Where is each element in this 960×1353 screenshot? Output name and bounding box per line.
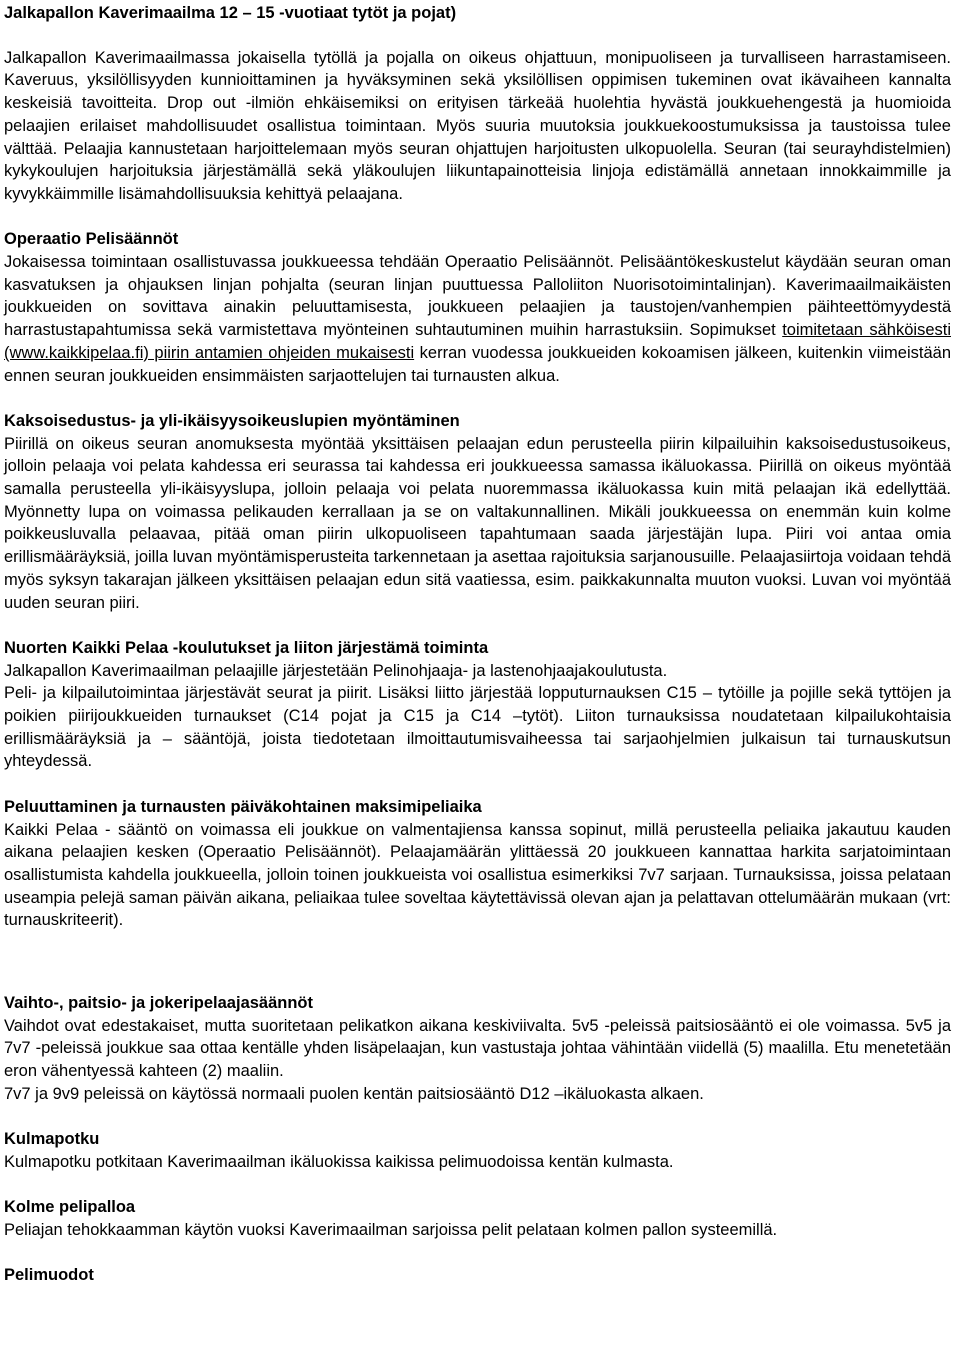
section-heading-kolme-pelipalloa: Kolme pelipalloa	[4, 1198, 136, 1217]
operaatio-text-before: Jokaisessa toimintaan osallistuvassa joukkueessa tehdään Operaatio Pelisäännöt. Pelisääntökeskustelut käydään seuran oman kasvatuksen ja ohjauksen linjan pohjalta (seuran linjan puuttuessa Palloliiton Nuorisotoimintalinjan). Kaverimaailmaikäisten joukkueiden on sovittava ainakin peluuttamisesta, joukkueen pelaajien ja taustojen/vanhempien päihteettömyydestä harrastustapahtumissa sekä varmistettava myönteinen suhtautuminen muihin harrastuksiin. Sopimukset	[4, 253, 951, 340]
intro-paragraph: Jalkapallon Kaverimaailmassa jokaisella tytöllä ja pojalla on oikeus ohjattuun, monipuoliseen ja turvalliseen harrastamiseen. Kaveruus, yksilöllisyyden kunnioittaminen ja hyväksyminen sekä yksilöllisen oppimisen tukeminen ovat ikävaiheen kannalta keskeisiä tavoitteita. Drop out -ilmiön ehkäisemiksi on erityisen tärkeää huolehtia hyvästä joukkuehengestä ja huomioida pelaajien erilaiset mahdollisuudet osallistua toimintaan. Myös suuria muutoksia joukkuekoostumuksissa ja taustoissa tulee välttää. Pelaajia kannustetaan harjoittelemaan myös seuran ohjattujen harjoitusten ulkopuolella. Seuran (tai seurayhdistelmien) kykykoulujen harjoituksia järjestämällä sekä yläkoulujen liikuntapainotteisia linjoja edistämällä annetaan innokkaimmille ja kyvykkäimmille lisämahdollisuuksia kehittyä pelaajana.	[4, 48, 951, 203]
koulutukset-paragraph: Peli- ja kilpailutoimintaa järjestävät seurat ja piirit. Lisäksi liitto järjestää lopputurnauksen C15 – tytöille ja pojille sekä tyttöjen ja poikien piirijoukkueiden turnaukset (C14 pojat ja C15 ja C14 –tytöt). Liiton turnauksissa noudatetaan kilpailukohtaisia erillismääräyksiä ja – sääntöjä, joista tiedotetaan ilmoittautumisvaiheessa tai sarjaohjelmien julkaisun tai turnauskutsun yhteydessä.	[4, 684, 951, 771]
spacer	[4, 387, 951, 410]
section-heading-pelimuodot: Pelimuodot	[4, 1266, 94, 1285]
section-heading-vaihto: Vaihto-, paitsio- ja jokeripelaajasäännöt	[4, 994, 314, 1013]
submission-link[interactable]: toimitetaan sähköisesti (www.kaikkipelaa.fi) piirin antamien ohjeiden mukaisesti	[4, 321, 951, 362]
kulmapotku-paragraph: Kulmapotku potkitaan Kaverimaailman ikäluokissa kaikissa pelimuodoissa kentän kulmasta.	[4, 1152, 674, 1171]
section-heading-koulutukset: Nuorten Kaikki Pelaa -koulutukset ja liiton järjestämä toiminta	[4, 638, 489, 657]
peluuttaminen-paragraph: Kaikki Pelaa - sääntö on voimassa eli joukkue on valmentajiensa kanssa sopinut, millä perusteella peliaika jakautuu kauden aikana pelaajien kesken (Operaatio Pelisäännöt). Pelaajamäärän ylittäessä 20 joukkueen kannattaa harkita sarjatoimintaan osallistumista kahdella joukkueella, jolloin toinen joukkueista voi osallistua esimerkiksi 7v7 sarjaan. Turnauksissa, joissa pelataan useampia pelejä saman päivän aikana, peliaikaa tulee soveltaa käytettävissä olevan ajan ja pelattavan ottelumäärän mukaan (vrt: turnauskriteerit).	[4, 820, 951, 930]
spacer	[4, 206, 951, 229]
section-kolme-pelipalloa	[4, 1196, 951, 1241]
spacer	[4, 1242, 951, 1265]
section-operaatio	[4, 228, 951, 387]
operaatio-text-after: kerran vuodessa joukkueiden kokoamisen jälkeen, kuitenkin viimeistään ennen seuran joukkueiden ensimmäisten sarjaottelujen tai turnausten alkua.	[4, 343, 951, 385]
spacer	[4, 24, 951, 47]
section-heading-operaatio: Operaatio Pelisäännöt	[4, 230, 179, 249]
section-pelimuodot	[4, 1264, 951, 1287]
section-kulmapotku	[4, 1128, 951, 1173]
spacer	[4, 1174, 951, 1197]
section-vaihto	[4, 992, 951, 1106]
vaihto-paragraph: Vaihdot ovat edestakaiset, mutta suoritetaan pelikatkon aikana keskiviivalta. 5v5 -peleissä paitsiosääntö ei ole voimassa. 5v5 ja 7v7 -peleissä joukkue saa ottaa kentälle yhden lisäpelaajan, kun vastustaja johtaa vähintään viidellä (5) maalilla. Etu menetetään eron vähentyessä kahteen (2) maaliin.	[4, 1016, 951, 1081]
section-heading-kaksoisedustus: Kaksoisedustus- ja yli-ikäisyysoikeuslupien myöntäminen	[4, 411, 460, 430]
koulutukset-line: Jalkapallon Kaverimaailman pelaajille järjestetään Pelinohjaaja- ja lastenohjaajakoulutusta.	[4, 661, 668, 680]
spacer	[4, 614, 951, 637]
operaatio-paragraph	[4, 251, 951, 387]
spacer	[4, 1106, 951, 1129]
kaksoisedustus-paragraph: Piirillä on oikeus seuran anomuksesta myöntää yksittäisen pelaajan edun perusteella piirin kilpailuihin kaksoisedustusoikeus, jolloin pelaaja voi pelata kahdessa eri seurassa tai kahdessa eri joukkueessa samassa ikäluokassa. Piirillä on oikeus myöntää samalla perusteella yli-ikäisyyslupa, jolloin pelaaja voi pelata nuoremmassa ikäluokassa kuin mitä pelaajan ikä edellyttää. Myönnetty lupa on voimassa pelikauden kerrallaan ja se on valtakunnallinen. Mikäli joukkueessa on enemmän kuin kolme poikkeusluvalla pelaavaa, pitää oman piirin ulkopuoliseen tapahtumaan saada järjestäjän lupa. Piiri voi antaa omia erillismääräyksiä, joilla luvan myöntämisperusteita tarkennetaan ja asettaa rajoituksia sarjanousuille. Pelaajasiirtoja voidaan tehdä myös syksyn takarajan jälkeen yksittäisen pelaajan edun sitä vaatiessa, esim. paikkakunnalta muuton vuoksi. Luvan voi myöntää uuden seuran piiri.	[4, 434, 951, 612]
spacer	[4, 773, 951, 796]
spacer	[4, 932, 951, 992]
kolme-pelipalloa-paragraph: Peliajan tehokkaamman käytön vuoksi Kaverimaailman sarjoissa pelit pelataan kolmen pallon systeemillä.	[4, 1221, 778, 1240]
section-koulutukset	[4, 637, 951, 773]
section-peluuttaminen	[4, 796, 951, 932]
section-heading-kulmapotku: Kulmapotku	[4, 1130, 100, 1149]
section-heading-peluuttaminen: Peluuttaminen ja turnausten päiväkohtainen maksimipeliaika	[4, 797, 482, 816]
page-title: Jalkapallon Kaverimaailma 12 – 15 -vuotiaat tytöt ja pojat)	[4, 4, 457, 22]
vaihto-line: 7v7 ja 9v9 peleissä on käytössä normaali puolen kentän paitsiosääntö D12 –ikäluokasta alkaen.	[4, 1084, 704, 1103]
section-kaksoisedustus	[4, 410, 951, 614]
